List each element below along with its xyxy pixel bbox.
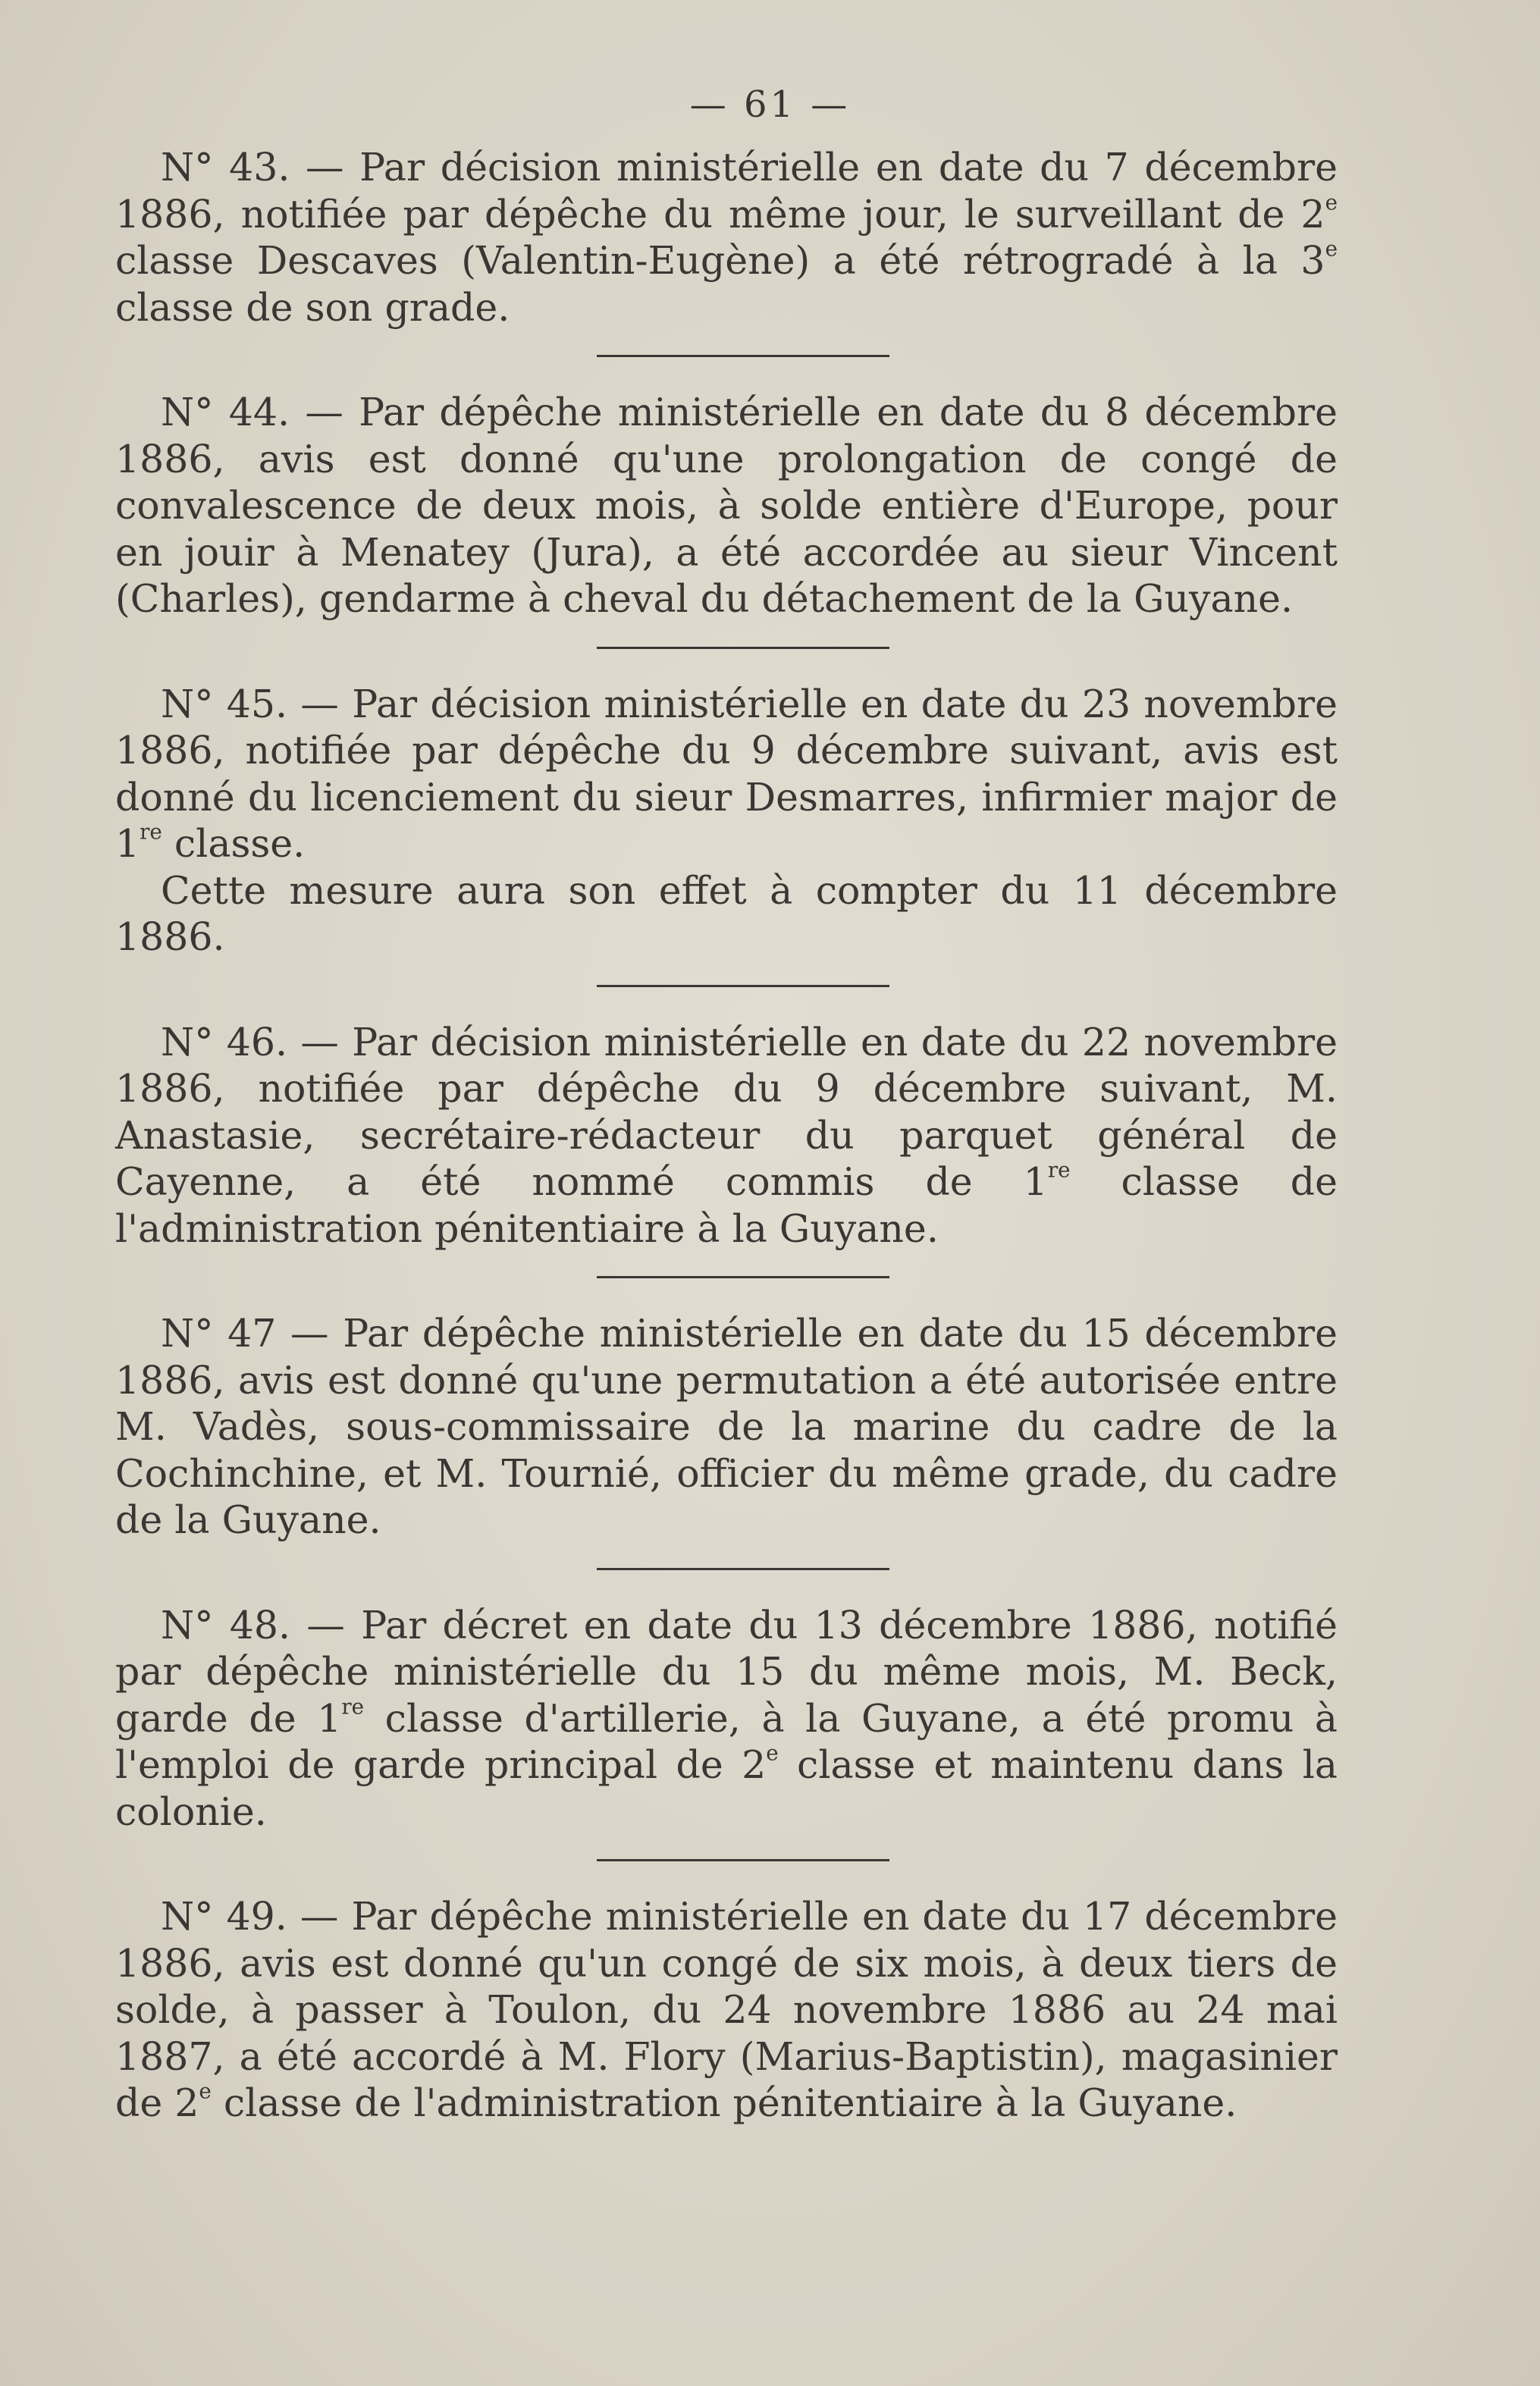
text-run: classe.: [162, 821, 306, 866]
notice-entry: [115, 681, 1338, 961]
notice-paragraph: [115, 681, 1338, 867]
text-run: N° 49. — Par dépêche ministérielle en date du 17 décembre 1886, avis est donné qu'un congé de six mois, à deux tiers de solde, à passer à Toulon, du 24 novembre 1886 au 24 mai 1887, a été accordé à M. Flory (Marius-Baptistin), magasinier de 2: [115, 1894, 1338, 2125]
notice-entry: [115, 1310, 1338, 1544]
notice-paragraph: [115, 144, 1338, 331]
ordinal-superscript: re: [140, 819, 162, 845]
notice-entry: [115, 1893, 1338, 2127]
notice-entry: [115, 1602, 1338, 1836]
page-number: — 61 —: [689, 83, 851, 126]
notice-paragraph: [115, 1893, 1338, 2127]
section-divider: [597, 1568, 889, 1570]
section-divider: [597, 1276, 889, 1278]
text-run: classe d'artillerie, à la Guyane, a été promu à l'emploi de garde principal de 2: [115, 1695, 1338, 1787]
text-run: N° 47 — Par dépêche ministérielle en date du 15 décembre 1886, avis est donné qu'une permutation a été autorisée entre M. Vadès, sous-commissaire de la marine du cadre de la Cochinchine, et M. Tournié, officier du même grade, du cadre de la Guyane.: [115, 1311, 1338, 1542]
section-divider: [597, 647, 889, 649]
text-run: classe et maintenu dans la colonie.: [115, 1742, 1338, 1834]
text-run: classe de son grade.: [115, 284, 510, 330]
text-run: N° 48. — Par décret en date du 13 décembre 1886, notifié par dépêche ministérielle du 15 du même mois, M. Beck, garde de 1: [115, 1602, 1338, 1741]
text-run: classe de l'administration pénitentiaire à la Guyane.: [115, 1159, 1338, 1251]
text-run: classe de l'administration pénitentiaire à la Guyane.: [211, 2080, 1237, 2125]
document-body: [115, 144, 1338, 2127]
ordinal-superscript: re: [341, 1693, 365, 1719]
section-divider: [597, 1859, 889, 1861]
ordinal-superscript: e: [766, 1740, 779, 1766]
text-run: N° 44. — Par dépêche ministérielle en date du 8 décembre 1886, avis est donné qu'une prolongation de congé de convalescence de deux mois, à solde entière d'Europe, pour en jouir à Menatey (Jura), a été accordée au sieur Vincent (Charles), gendarme à cheval du détachement de la Guyane.: [115, 390, 1338, 621]
text-run: N° 45. — Par décision ministérielle en date du 23 novembre 1886, notifiée par dépêche du 9 décembre suivant, avis est donné du licenciement du sieur Desmarres, infirmier major de 1: [115, 681, 1338, 866]
notice-paragraph: [115, 1310, 1338, 1544]
notice-paragraph: [115, 1019, 1338, 1253]
notice-entry: [115, 1019, 1338, 1253]
text-run: classe Descaves (Valentin-Eugène) a été rétrogradé à la 3: [115, 238, 1325, 283]
notice-paragraph: [115, 389, 1338, 622]
ordinal-superscript: e: [1325, 236, 1338, 262]
section-divider: [597, 355, 889, 357]
text-run: N° 43. — Par décision ministérielle en date du 7 décembre 1886, notifiée par dépêche du même jour, le surveillant de 2: [115, 145, 1338, 237]
notice-paragraph: [115, 1602, 1338, 1836]
text-run: N° 46. — Par décision ministérielle en date du 22 novembre 1886, notifiée par dépêche du 9 décembre suivant, M. Anastasie, secrétaire-rédacteur du parquet général de Cayenne, a été nommé commis de 1: [115, 1019, 1338, 1204]
notice-paragraph: [115, 867, 1338, 961]
text-run: Cette mesure aura son effet à compter du 11 décembre 1886.: [115, 867, 1338, 959]
ordinal-superscript: re: [1047, 1157, 1071, 1183]
notice-entry: [115, 389, 1338, 622]
notice-entry: [115, 144, 1338, 331]
section-divider: [597, 985, 889, 987]
ordinal-superscript: e: [1325, 189, 1338, 215]
ordinal-superscript: e: [199, 2078, 212, 2104]
